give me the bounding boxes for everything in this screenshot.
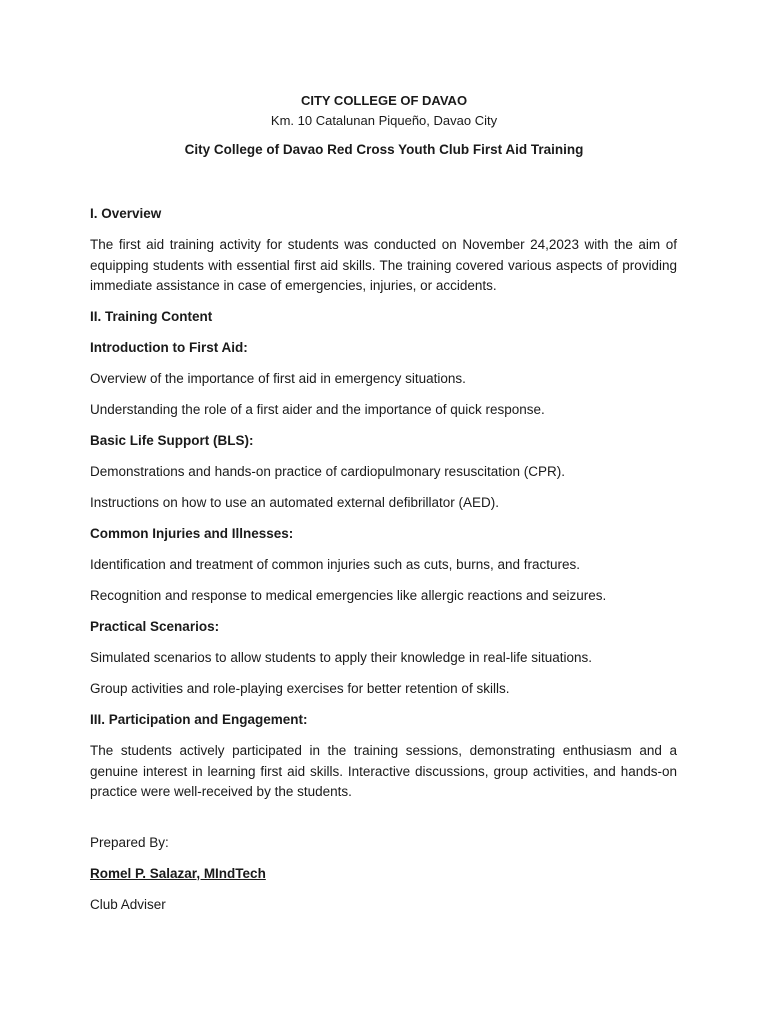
prepared-by-label: Prepared By: bbox=[90, 834, 169, 850]
participation-paragraph: The students actively participated in the training sessions, demonstrating enthusiasm and a genuine interest in learning first aid skills. Interactive discussions, group activities, and hands-on practice were well-received by the students. bbox=[90, 743, 677, 799]
section-title-injuries: Common Injuries and Illnesses: bbox=[90, 526, 294, 541]
section-title-bls: Basic Life Support (BLS): bbox=[90, 433, 254, 448]
institution-name: CITY COLLEGE OF DAVAO bbox=[300, 93, 468, 108]
institution-address: Km. 10 Catalunan Piqueño, Davao City bbox=[270, 113, 498, 128]
document-body bbox=[90, 204, 677, 926]
section-item: Demonstrations and hands-on practice of cardiopulmonary resuscitation (CPR). bbox=[90, 464, 565, 479]
section-item: Overview of the importance of first aid in emergency situations. bbox=[90, 371, 466, 386]
overview-paragraph: The first aid training activity for students was conducted on November 24,2023 with the aim of equipping students with essential first aid skills. The training covered various aspects of providing immediate assistance in case of emergencies, injuries, or accidents. bbox=[90, 237, 677, 293]
section-item: Simulated scenarios to allow students to apply their knowledge in real-life situations. bbox=[90, 650, 593, 665]
signer-name: Romel P. Salazar, MIndTech bbox=[90, 865, 266, 881]
overview-heading: I. Overview bbox=[90, 206, 162, 221]
section-item: Group activities and role-playing exercises for better retention of skills. bbox=[90, 681, 510, 696]
signer-role: Club Adviser bbox=[90, 896, 166, 912]
section-title-intro: Introduction to First Aid: bbox=[90, 340, 248, 355]
section-item: Recognition and response to medical emergencies like allergic reactions and seizures. bbox=[90, 588, 607, 603]
section-title-scenarios: Practical Scenarios: bbox=[90, 619, 220, 634]
participation-heading: III. Participation and Engagement: bbox=[90, 712, 308, 727]
document-title: City College of Davao Red Cross Youth Club First Aid Training bbox=[184, 142, 584, 157]
section-item: Identification and treatment of common injuries such as cuts, burns, and fractures. bbox=[90, 557, 580, 572]
section-item: Understanding the role of a first aider and the importance of quick response. bbox=[90, 402, 545, 417]
section-item: Instructions on how to use an automated external defibrillator (AED). bbox=[90, 495, 499, 510]
training-content-heading: II. Training Content bbox=[90, 309, 213, 324]
